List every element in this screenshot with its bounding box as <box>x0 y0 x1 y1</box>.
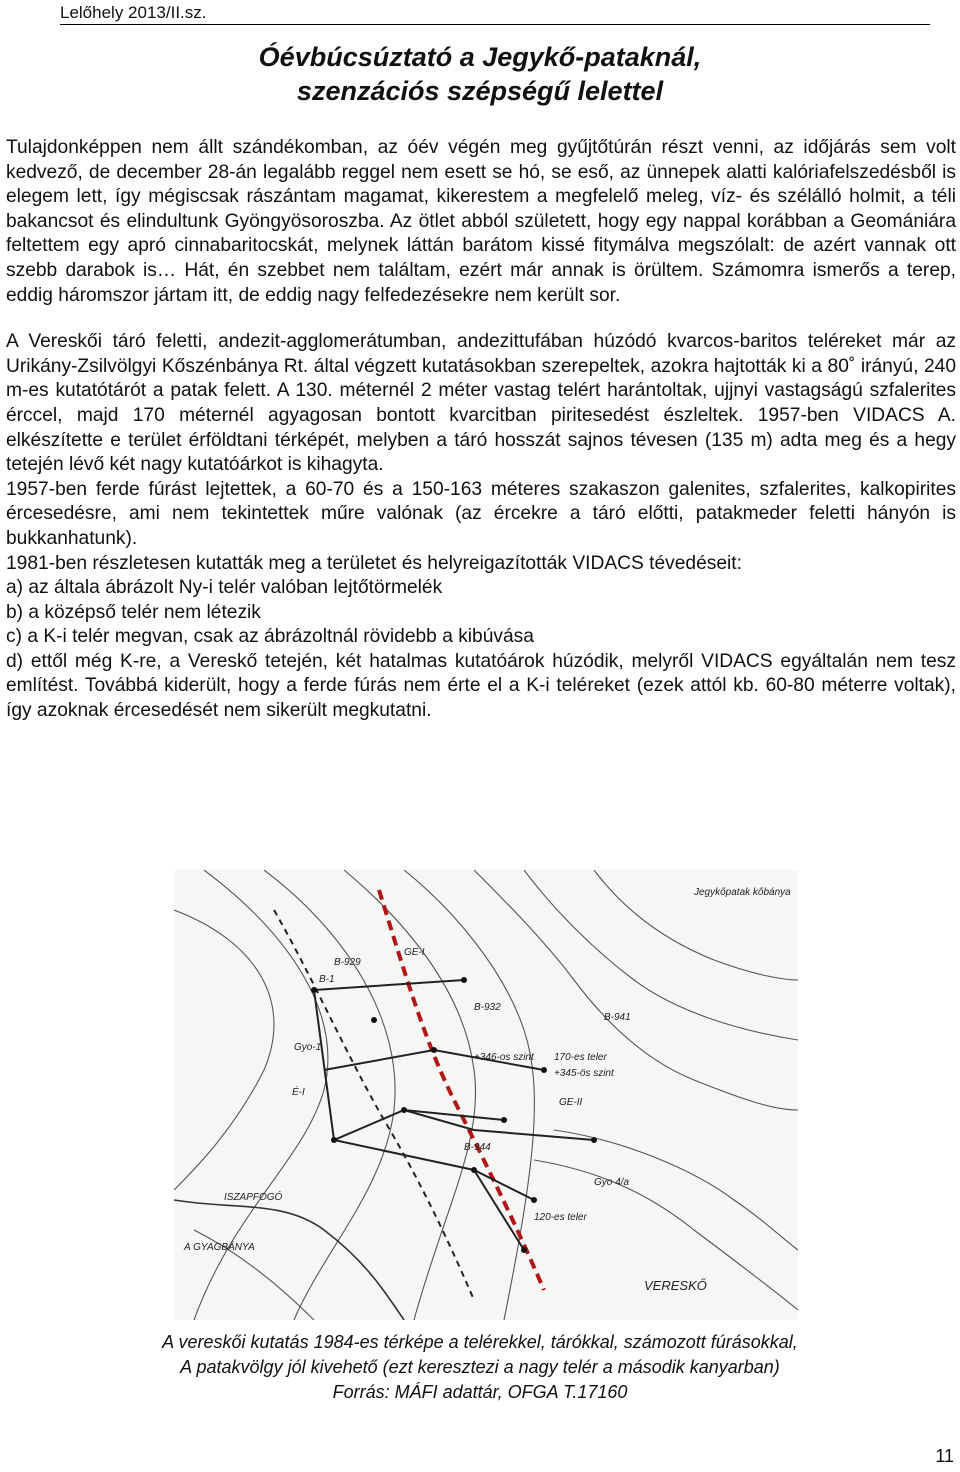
caption-line-1: A vereskői kutatás 1984-es térképe a telérekkel, tárókkal, számozott fúrásokkal, <box>162 1332 798 1352</box>
paragraph-history: A Vereskői táró feletti, andezit-agglomerátumban, andezittufában húzódó kvarcos-baritos teléreket már az Urikány-Zsilvölgyi Kőszénbánya Rt. által végzett kutatásokban szerepeltek, azokra hajtották ki a 80˚ irányú, 240 m-es kutatótárót a patak felett. A 130. méternél 2 méter vastag telért harántoltak, ujjnyi vastagságú szfalerites érccel, majd 170 méternél agyagosan bontott kvarcitban piritesedést észleltek. 1957-ben VIDACS A. elkészítette e terület érföldtani térképét, melyben a táró hosszát sajnos tévesen (135 m) adta meg és a hegy tetején lévő két nagy kutatóárkot is kihagyta. <box>6 331 956 476</box>
page-number: 11 <box>935 1446 954 1466</box>
map-label-spot3: B-944 <box>464 1142 491 1153</box>
map-label-spot1: B-929 <box>334 957 361 968</box>
map-label-level170: 170-es teler <box>554 1052 607 1063</box>
paragraph-1957: 1957-ben ferde fúrást lejtettek, a 60-70 és a 150-163 méteres szakaszon galenites, szfalerites, kalkopirites ércesedésre, ami nem tekintettek műre valónak (az ércekre a táró előtti, patakmeder feletti hányón is bukkanhatunk). <box>6 478 956 549</box>
list-item-b: b) a középső telér nem létezik <box>6 601 261 623</box>
map-label-iszapfogo: ISZAPFOGÓ <box>224 1192 283 1203</box>
caption-source: Forrás: MÁFI adattár, OFGA T.17160 <box>332 1382 628 1402</box>
caption-line-2: A patakvölgy jól kivehető (ezt keresztezi a nagy telér a második kanyarban) <box>180 1357 780 1377</box>
title-line-2: szenzációs szépségű lelettel <box>296 76 664 106</box>
paragraph-1981: 1981-ben részletesen kutatták meg a területet és helyreigazították VIDACS tévedéseit: <box>6 552 742 574</box>
exploration-map-figure <box>174 870 798 1320</box>
map-label-b1: B-1 <box>319 974 335 985</box>
map-label-spot4: B-941 <box>604 1012 631 1023</box>
list-item-a: a) az általa ábrázolt Ny-i telér valóban lejtőtörmelék <box>6 577 443 599</box>
map-label-ge1: GE-I <box>404 947 425 958</box>
article-title <box>0 40 960 108</box>
map-label-spot2: B-932 <box>474 1002 501 1013</box>
paragraph-intro: Tulajdonképpen nem állt szándékomban, az óév végén meg gyűjtőtúrán részt venni, az időjárás sem volt kedvező, de december 28-án legalább reggel nem esett se hó, se eső, az ünnepek alatti kalóriafelszedésből is elegem lett, így mégiscsak rászántam magamat, kikerestem a megfelelő meleg, víz- és szélálló holmit, a téli bakancsot és elindultunk Gyöngyösoroszba. Az ötlet abból született, hogy egy nappal korábban a Geomániára feltettem egy apró cinnabaritocskát, melynek láttán barátom kissé fitymálva megszólalt: de azért vannak ott szebb darabok is… Hát, én szebbet nem találtam, ezért már annak is örültem. Számomra ismerős a terep, eddig háromszor jártam itt, de eddig nagy felfedezésekre nem került sor. <box>6 137 956 306</box>
article-body <box>6 136 956 724</box>
figure-caption <box>0 1330 960 1405</box>
map-label-gyo4a: Gyo 4/a <box>594 1177 630 1188</box>
running-header <box>60 2 930 25</box>
map-label-level120: 120-es teler <box>534 1212 587 1223</box>
list-item-d: d) ettől még K-re, a Vereskő tetején, két hatalmas kutatóárok húzódik, melyről VIDACS egyáltalán nem tesz említést. Továbbá kiderült, hogy a ferde fúrás nem érte el a K-i teléreket (ezek attól kb. 60-80 méterre voltak), így azoknak ércesedését nem sikerült megkutatni. <box>6 650 956 722</box>
map-label-vereskő: VERESKŐ <box>644 1278 707 1293</box>
map-label-gyo1: Gyo-1 <box>294 1042 322 1053</box>
map-label-ge2: GE-II <box>559 1097 583 1108</box>
header-text: Lelőhely 2013/II.sz. <box>60 3 207 22</box>
map-label-quarry: Jegykőpatak kőbánya <box>694 887 791 898</box>
list-item-c: c) a K-i telér megvan, csak az ábrázoltnál rövidebb a kibúvása <box>6 626 534 648</box>
title-line-1: Óévbúcsúztató a Jegykő-pataknál, <box>258 42 702 72</box>
map-label-level346: +346-os szint <box>474 1052 534 1063</box>
map-drawing <box>174 870 798 1320</box>
map-label-e1: É-I <box>292 1087 305 1098</box>
map-label-gyagbanya: A GYAGBÁNYA <box>184 1242 255 1253</box>
map-label-level345: +345-ös szint <box>554 1068 614 1079</box>
